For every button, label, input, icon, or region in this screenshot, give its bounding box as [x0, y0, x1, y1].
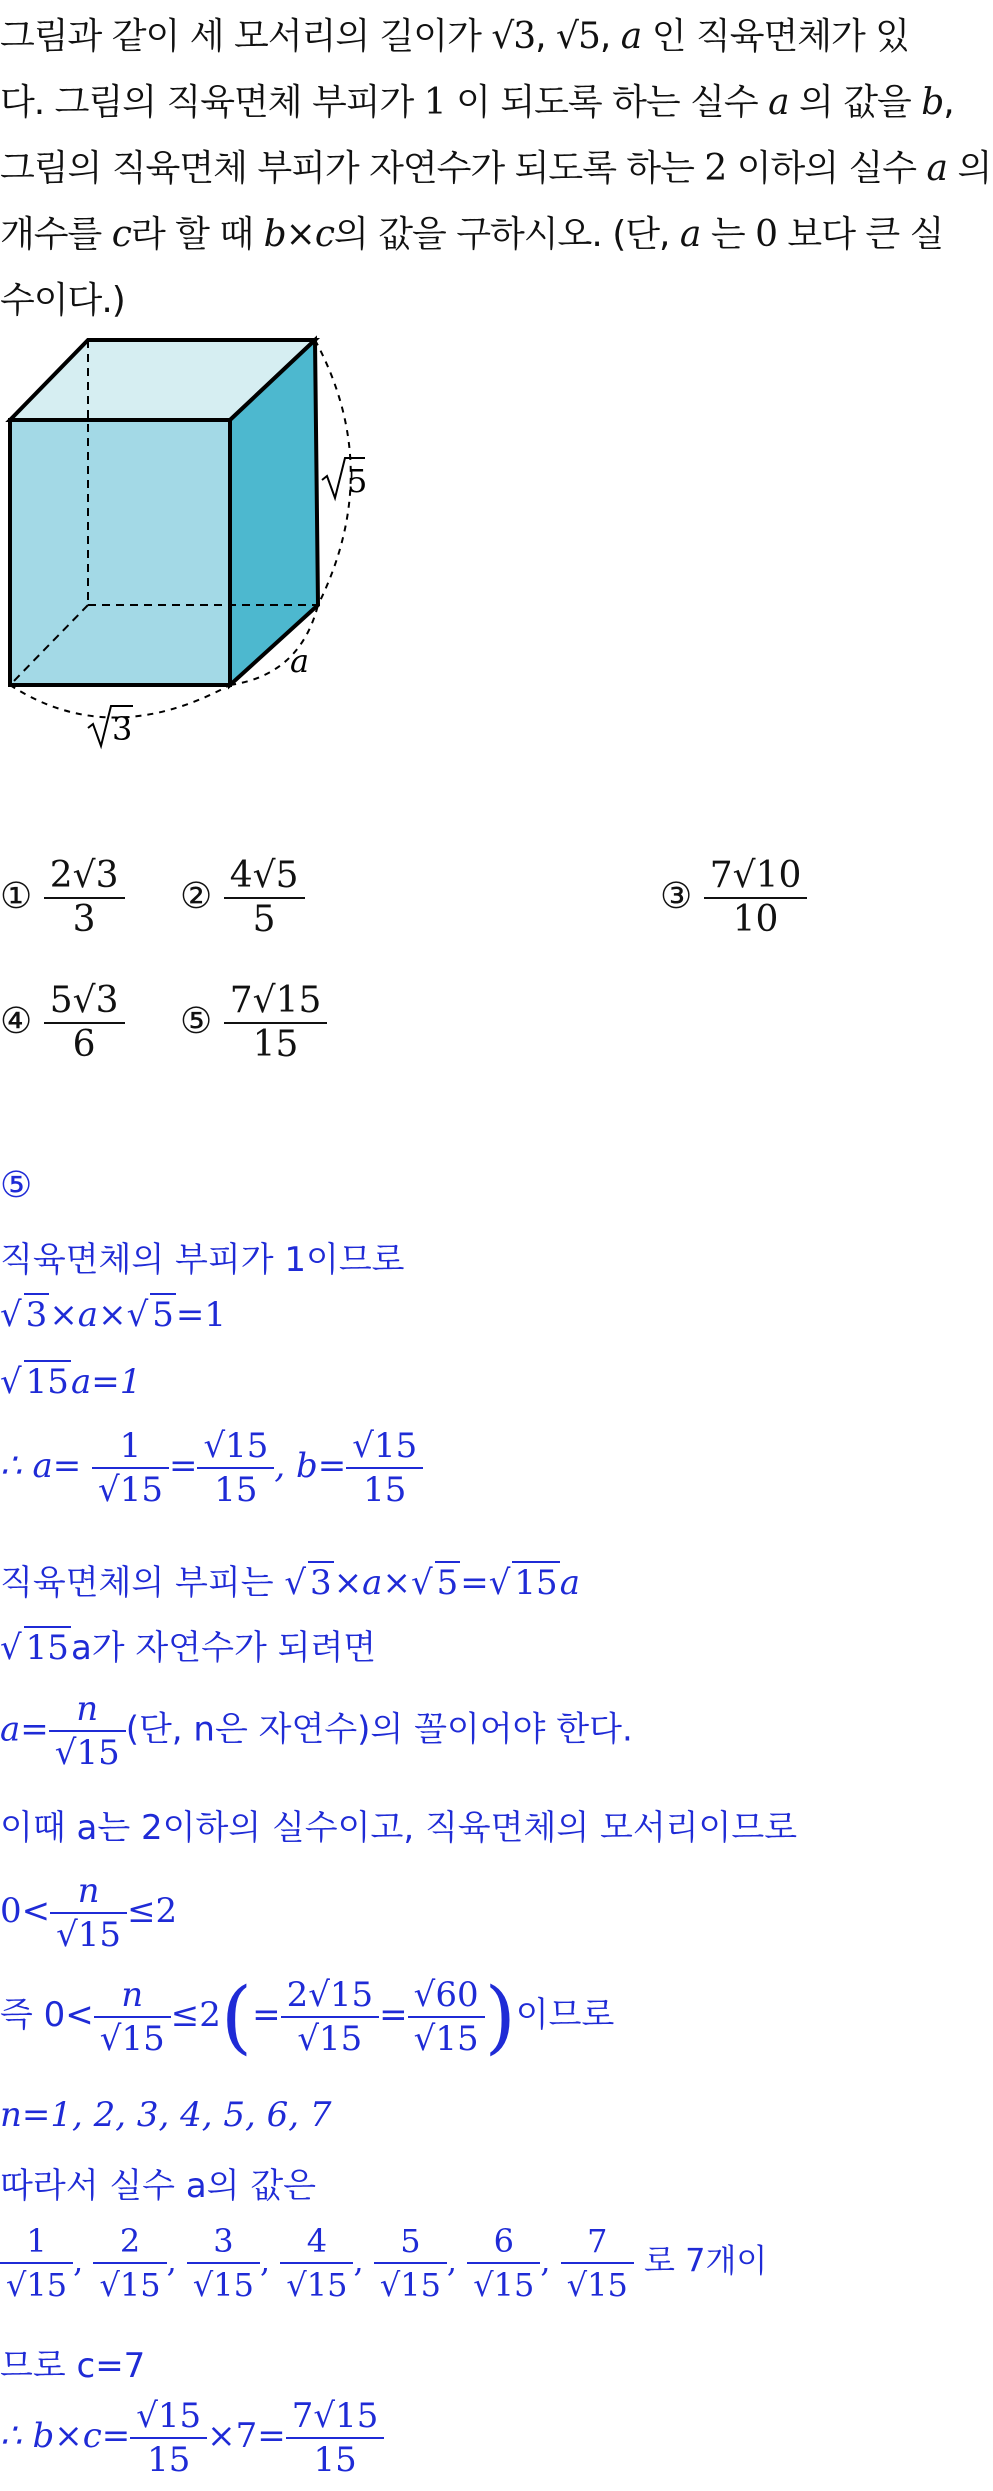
solution-line-14: 므로 c=7	[0, 2346, 146, 2386]
solution-line-1: 직육면체의 부피가 1이므로	[0, 1240, 405, 1280]
label-sqrt3	[88, 706, 133, 748]
solution-line-4: ∴ a= $\frac{1}{√15}$ = $\frac{√15}{15}$ , b= $\frac{√15}{15}$	[0, 1425, 423, 1511]
answer-mark: ⑤	[0, 1165, 33, 1206]
solution-line-9: 0< $\frac{n}{√15}$ ≤2	[0, 1871, 178, 1955]
svg-text:3: 3	[112, 710, 133, 748]
dimension-arc-right	[315, 340, 351, 605]
label-a: a	[290, 642, 310, 680]
label-sqrt5	[322, 458, 367, 500]
cuboid-figure	[0, 330, 420, 760]
solution-line-12: 따라서 실수 a의 값은	[0, 2166, 317, 2206]
solution-line-7: a= $\frac{n}{√15}$ (단, n은 자연수)의 꼴이어야 한다.	[0, 1689, 633, 1773]
solution-line-13: $\frac{1}{√15}$ , $\frac{2}{√15}$ , $\frac{3}{√15}$ , $\frac{4}{√15}$ , $\frac{5}{√15}$ , $\frac{6}{√15}$ , $\frac{7}{√15}$ 로 7개이	[0, 2220, 767, 2306]
question-line-1: 그림과 같이 세 모서리의 길이가 √3, √5, a 인 직육면체가 있	[0, 16, 910, 57]
solution-line-8: 이때 a는 2이하의 실수이고, 직육면체의 모서리이므로	[0, 1808, 798, 1848]
solution-line-5: 직육면체의 부피는 √ 3×a×√ 5=√ 15a	[0, 1563, 580, 1603]
option-3[interactable]: ③ $\frac{7√10}{10}$	[660, 855, 807, 941]
solution-line-2: √ 3×a×√ 5=1	[0, 1295, 226, 1335]
solution-line-15: ∴ b×c= $\frac{√15}{15}$ ×7= $\frac{7√15}{15}$	[0, 2395, 384, 2481]
option-4[interactable]: ④ $\frac{5√3}{6}$	[0, 980, 125, 1066]
option-2[interactable]: ② $\frac{4√5}{5}$	[180, 855, 305, 941]
solution-line-3: √ 15a=1	[0, 1362, 142, 1402]
solution-line-11: n=1, 2, 3, 4, 5, 6, 7	[0, 2095, 332, 2135]
question-line-3: 그림의 직육면체 부피가 자연수가 되도록 하는 2 이하의 실수 a 의	[0, 148, 992, 189]
solution-line-10: 즉 0< $\frac{n}{√15}$ ≤2(= $\frac{2√15}{√15}$ = $\frac{√60}{√15}$ )이므로	[0, 1970, 615, 2063]
question-line-2: 다. 그림의 직육면체 부피가 1 이 되도록 하는 실수 a 의 값을 b,	[0, 82, 954, 123]
cuboid-front-face	[10, 420, 230, 685]
svg-text:5: 5	[347, 462, 368, 500]
option-5[interactable]: ⑤ $\frac{7√15}{15}$	[180, 980, 327, 1066]
option-1[interactable]: ① $\frac{2√3}{3}$	[0, 855, 125, 941]
solution-line-6: √ 15a가 자연수가 되려면	[0, 1628, 377, 1668]
question-line-4: 개수를 c라 할 때 b×c의 값을 구하시오. (단, a 는 0 보다 큰 실	[0, 214, 944, 255]
question-line-5: 수이다.)	[0, 280, 125, 321]
